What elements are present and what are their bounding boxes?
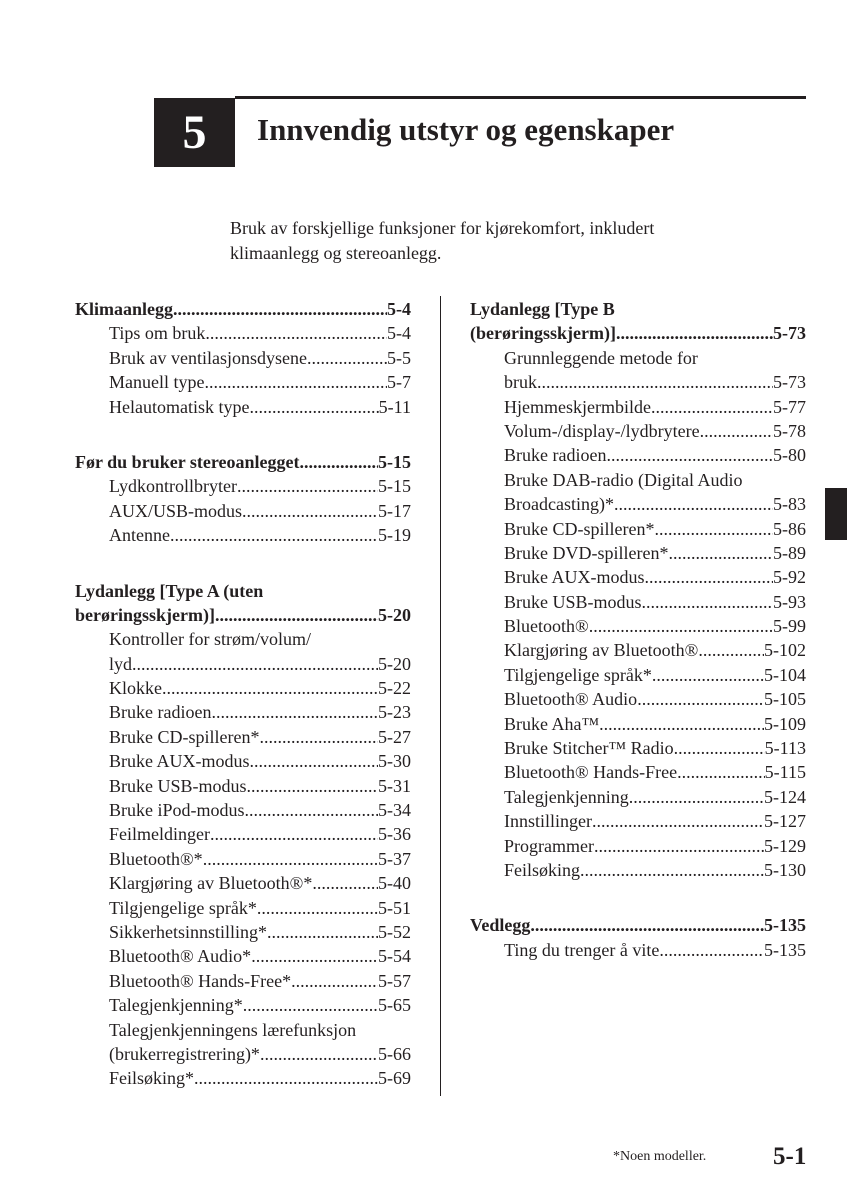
toc-entry[interactable]: Bruke Aha™ ..... 5-109 xyxy=(470,712,806,736)
chapter-title: Innvendig utstyr og egenskaper xyxy=(257,112,675,147)
toc-entry[interactable]: Bruke radioen ..... 5-23 xyxy=(75,700,411,724)
toc-section-heading[interactable]: Lydanlegg [Type B xyxy=(470,299,615,319)
intro-paragraph xyxy=(230,216,750,266)
toc-entry[interactable]: AUX/USB-modus ..... 5-17 xyxy=(75,499,411,523)
toc-column-left xyxy=(75,297,411,1091)
intro-line: klimaanlegg og stereoanlegg. xyxy=(230,243,442,263)
toc-entry[interactable]: bruk ..... 5-73 xyxy=(470,370,806,394)
toc-entry[interactable]: Bruk av ventilasjonsdysene ..... 5-5 xyxy=(75,346,411,370)
toc-entry[interactable]: Innstillinger ..... 5-127 xyxy=(470,809,806,833)
page-number: 5-1 xyxy=(773,1143,807,1170)
toc-entry[interactable]: Bruke USB-modus ..... 5-31 xyxy=(75,774,411,798)
toc-entry[interactable]: lyd ..... 5-20 xyxy=(75,652,411,676)
toc-entry[interactable]: Hjemmeskjermbilde ..... 5-77 xyxy=(470,395,806,419)
toc-section-heading[interactable]: Lydanlegg [Type A (uten xyxy=(75,580,264,601)
toc-entry[interactable]: Bluetooth® Hands-Free ..... 5-115 xyxy=(470,760,806,784)
toc-entry[interactable]: Sikkerhetsinnstilling* ..... 5-52 xyxy=(75,920,411,944)
toc-entry[interactable]: Tips om bruk ..... 5-4 xyxy=(75,321,411,345)
toc-entry[interactable]: Klargjøring av Bluetooth® ..... 5-102 xyxy=(470,638,806,662)
toc-entry[interactable]: Bruke CD-spilleren* ..... 5-86 xyxy=(470,517,806,541)
toc-entry[interactable]: Bluetooth® ..... 5-99 xyxy=(470,614,806,638)
toc-entry[interactable]: Klargjøring av Bluetooth®* ..... 5-40 xyxy=(75,871,411,895)
toc-entry[interactable]: (brukerregistrering)* ..... 5-66 xyxy=(75,1042,411,1066)
toc-section-heading[interactable]: Vedlegg ..... 5-135 xyxy=(470,913,806,937)
toc-entry[interactable]: Feilmeldinger ..... 5-36 xyxy=(75,822,411,846)
toc-entry[interactable]: Programmer ..... 5-129 xyxy=(470,834,806,858)
intro-line: Bruk av forskjellige funksjoner for kjørekomfort, inkludert xyxy=(230,218,655,238)
toc-entry[interactable]: Bluetooth® Hands-Free* ..... 5-57 xyxy=(75,969,411,993)
toc-entry[interactable]: Klokke ..... 5-22 xyxy=(75,676,411,700)
toc-entry[interactable]: Talegjenkjenning ..... 5-124 xyxy=(470,785,806,809)
toc-entry[interactable]: Bruke DVD-spilleren* ..... 5-89 xyxy=(470,541,806,565)
toc-entry[interactable]: Bruke iPod-modus ..... 5-34 xyxy=(75,798,411,822)
toc-entry[interactable]: Ting du trenger å vite ..... 5-135 xyxy=(470,938,806,962)
section-gap xyxy=(75,419,411,450)
toc-entry[interactable]: Bruke Stitcher™ Radio ..... 5-113 xyxy=(470,736,806,760)
chapter-thumb-tab xyxy=(825,488,847,540)
toc-entry[interactable]: Tilgjengelige språk* ..... 5-104 xyxy=(470,663,806,687)
chapter-number-text: 5 xyxy=(182,106,207,159)
toc-entry[interactable]: Feilsøking* ..... 5-69 xyxy=(75,1066,411,1090)
header-rule xyxy=(235,96,806,99)
toc-entry[interactable]: Bruke CD-spilleren* ..... 5-27 xyxy=(75,725,411,749)
toc-entry[interactable]: Tilgjengelige språk* ..... 5-51 xyxy=(75,896,411,920)
toc-entry[interactable]: Bruke AUX-modus ..... 5-92 xyxy=(470,565,806,589)
footnote: *Noen modeller. xyxy=(613,1149,707,1164)
toc-entry[interactable]: Bruke DAB-radio (Digital Audio xyxy=(504,469,743,490)
toc-entry[interactable]: Bruke radioen ..... 5-80 xyxy=(470,443,806,467)
toc-entry[interactable]: Grunnleggende metode for xyxy=(504,347,698,368)
chapter-number xyxy=(154,98,235,167)
toc-entry[interactable]: Talegjenkjenning* ..... 5-65 xyxy=(75,993,411,1017)
toc-entry[interactable]: Talegjenkjenningens lærefunksjon xyxy=(109,1019,357,1040)
toc-section-heading[interactable]: Før du bruker stereoanlegget ..... 5-15 xyxy=(75,450,411,474)
toc-entry[interactable]: Bluetooth® Audio* ..... 5-54 xyxy=(75,944,411,968)
toc-entry[interactable]: Lydkontrollbryter ..... 5-15 xyxy=(75,474,411,498)
section-gap xyxy=(75,548,411,579)
toc-entry[interactable]: Manuell type ..... 5-7 xyxy=(75,370,411,394)
section-gap xyxy=(470,882,806,913)
toc-entry[interactable]: Broadcasting)* ..... 5-83 xyxy=(470,492,806,516)
toc-section-heading[interactable]: berøringsskjerm)] ..... 5-20 xyxy=(75,603,411,627)
toc-entry[interactable]: Bruke AUX-modus ..... 5-30 xyxy=(75,749,411,773)
column-divider xyxy=(440,296,441,1096)
toc-entry[interactable]: Kontroller for strøm/volum/ xyxy=(109,629,311,650)
toc-section-heading[interactable]: (berøringsskjerm)] ..... 5-73 xyxy=(470,321,806,345)
toc-entry[interactable]: Helautomatisk type ..... 5-11 xyxy=(75,395,411,419)
toc-entry[interactable]: Bruke USB-modus ..... 5-93 xyxy=(470,590,806,614)
toc-entry[interactable]: Feilsøking ..... 5-130 xyxy=(470,858,806,882)
toc-section-heading[interactable]: Klimaanlegg ..... 5-4 xyxy=(75,297,411,321)
toc-entry[interactable]: Volum-/display-/lydbrytere ..... 5-78 xyxy=(470,419,806,443)
toc-entry[interactable]: Bluetooth®* ..... 5-37 xyxy=(75,847,411,871)
toc-entry[interactable]: Bluetooth® Audio ..... 5-105 xyxy=(470,687,806,711)
toc-entry[interactable]: Antenne ..... 5-19 xyxy=(75,523,411,547)
toc-column-right xyxy=(470,297,806,962)
